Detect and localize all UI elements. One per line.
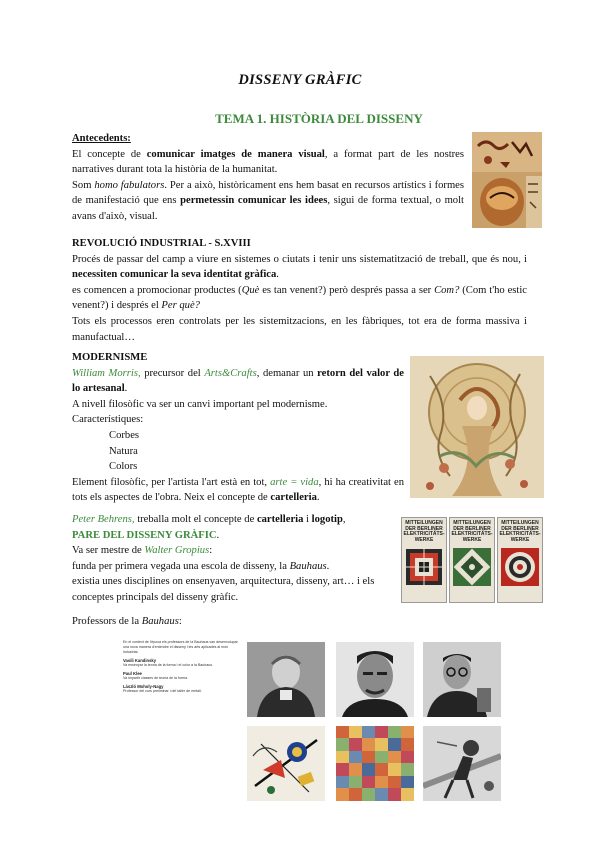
professor-name: Paul Klee <box>123 671 142 676</box>
modernisme-characteristics-label: Característiques: <box>72 414 144 426</box>
professor-description: Va impartir classes de teoria de la forma. <box>123 676 189 680</box>
modernisme-paragraph-3: Element filosòfic, per l'artista l'art està en tot, arte = vida, hi ha creativitat en tots els aspectes de l'obra. Neix el concepte de cartelleria. <box>72 476 405 504</box>
professors-label: Professors de la Bauhaus: <box>72 616 182 627</box>
portrait-moholy-nagy <box>423 642 501 717</box>
behrens-paragraph-1: Peter Behrens, treballa molt el concepte de cartelleria i logotip, <box>72 514 346 525</box>
behrens-paragraph-4: funda per primera vegada una escola de disseny, la Bauhaus. <box>72 560 330 572</box>
professors-intro: En el context de l'època els professors de la Bauhaus van desenvolupar una nova manera d'entendre el disseny i les arts aplicades al món industrial. <box>123 640 238 654</box>
antecedents-heading: Antecedents: <box>72 133 131 144</box>
section-title: TEMA 1. HISTÒRIA DEL DISSENY <box>215 111 423 126</box>
modernisme-heading: MODERNISME <box>72 352 148 363</box>
professor-name: Vasili Kandinsky <box>123 658 157 663</box>
revolucio-heading: REVOLUCIÓ INDUSTRIAL - S.XVIII <box>72 238 251 249</box>
modernisme-paragraph-2: A nivell filosòfic va ser un canvi important pel modernisme. <box>72 398 328 410</box>
behrens-section <box>72 512 394 606</box>
artwork-klee <box>336 726 414 801</box>
revolucio-section <box>72 236 527 345</box>
modernisme-paragraph-1: William Morris, precursor del Arts&Crafts, demanar un retorn del valor de lo artesanal. <box>72 367 405 395</box>
artwork-moholy-nagy <box>423 726 501 801</box>
behrens-paragraph-3: Va ser mestre de Walter Gropius: <box>72 545 213 557</box>
art-nouveau-poster-image <box>410 356 544 498</box>
modernisme-item: Colors <box>109 461 138 473</box>
modernisme-section <box>72 350 404 506</box>
ancient-art-image <box>472 132 542 228</box>
revolucio-paragraph-2: es comencen a promocionar productes (Què es tan venent?) però després passa a ser Com? (Com t'ho estic venent?) i després el Per què? <box>72 284 527 312</box>
artwork-kandinsky <box>247 726 325 801</box>
modernisme-item: Corbes <box>109 429 140 441</box>
antecedents-section <box>72 131 464 225</box>
aeg-cover-1: MITTEILUNGEN DER BERLINER ELEKTRICITÄTS- WERKE <box>401 517 447 603</box>
revolucio-paragraph-3: Tots els processos eren controlats per les sistemitzacions, en les fàbriques, tot era de forma massiva i manufactual… <box>72 315 527 343</box>
document-title: DISSENY GRÀFIC <box>238 72 362 88</box>
antecedents-paragraph-1: El concepte de comunicar imatges de manera visual, a format part de les nostres narratives durant tota la història de la humanitat. <box>72 148 464 176</box>
professors-text-column <box>123 640 241 694</box>
portrait-kandinsky <box>247 642 325 717</box>
modernisme-item: Natura <box>109 445 138 457</box>
portrait-klee <box>336 642 414 717</box>
professor-description: Va ensenyar la teoria de la forma i el color a la Bauhaus. <box>123 663 214 667</box>
aeg-cover-3: MITTEILUNGEN DER BERLINER ELEKTRICITÄTS- WERKE <box>497 517 543 603</box>
behrens-paragraph-2: PARE DEL DISSENY GRÀFIC. <box>72 529 220 541</box>
revolucio-paragraph-1: Procés de passar del camp a viure en sistemes o ciutats i tenir uns sistematització de treball, que és nou, i necessiten comunicar la seva identitat gràfica. <box>72 253 527 281</box>
professor-name: László Moholy-Nagy <box>123 684 164 689</box>
aeg-cover-2: MITTEILUNGEN DER BERLINER ELEKTRICITÄTS- WERKE <box>449 517 495 603</box>
antecedents-paragraph-2: Som homo fabulators. Per a això, històricament ens hem basat en recursos artístics i formes de manifestació que ens permetessin comunicar les idees, sigui de forma textual, o molt avans d'això, visual. <box>72 179 465 222</box>
behrens-paragraph-5: existia unes disciplines on ensenyaven, arquitectura, disseny, art… i els conceptes principals del disseny gràfic. <box>72 576 375 603</box>
professor-description: Professor del curs preliminar i del taller de metall. <box>123 689 202 693</box>
